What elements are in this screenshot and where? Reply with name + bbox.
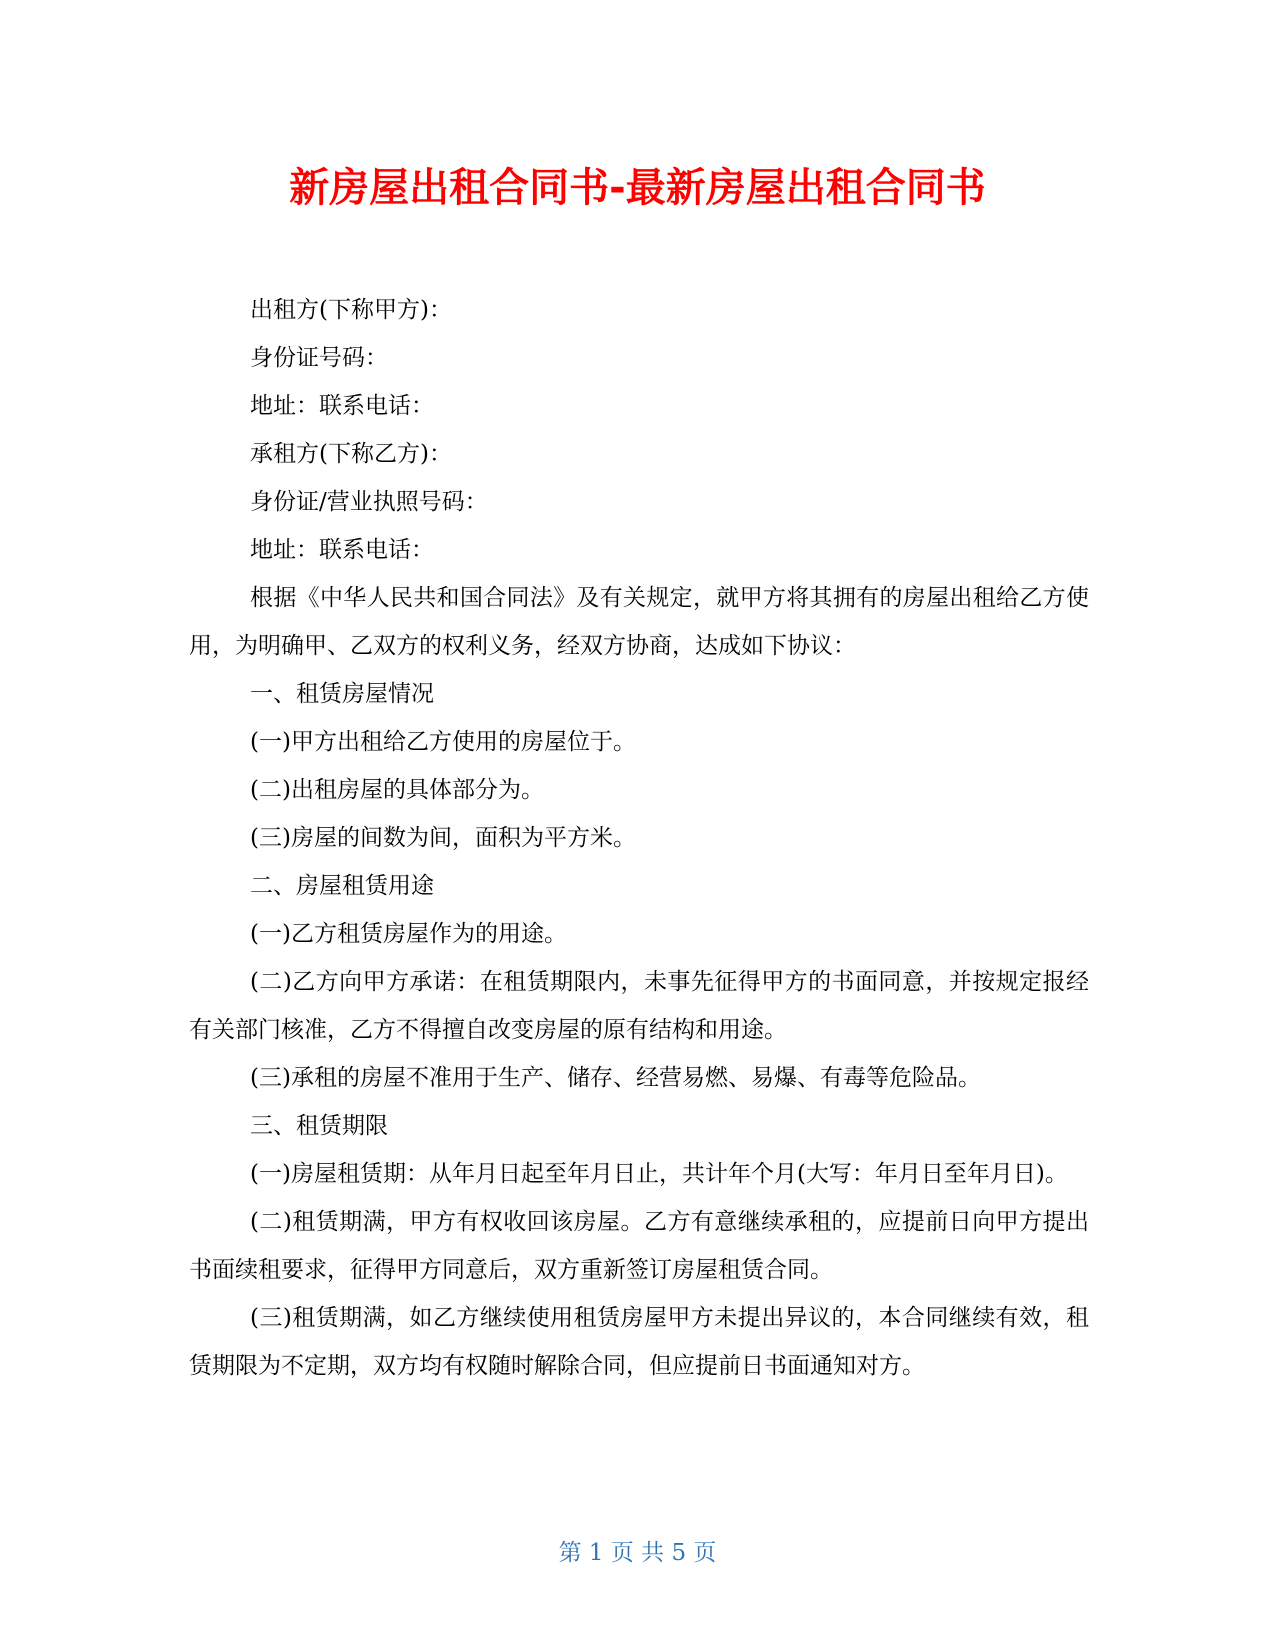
section-heading: 二、房屋租赁用途 — [250, 873, 434, 899]
paragraph: (一)房屋租赁期：从年月日起至年月日止，共计年个月(大写：年月日至年月日)。 — [250, 1161, 1068, 1187]
paragraph: 地址：联系电话： — [250, 537, 434, 563]
paragraph: (三)房屋的间数为间，面积为平方米。 — [250, 825, 636, 851]
paragraph: 地址：联系电话： — [250, 393, 434, 419]
paragraph: (三)租赁期满，如乙方继续使用租赁房屋甲方未提出异议的，本合同继续有效，租赁期限为不定期，双方均有权随时解除合同，但应提前日书面通知对方。 — [189, 1305, 1089, 1379]
paragraph: (二)租赁期满，甲方有权收回该房屋。乙方有意继续承租的，应提前日向甲方提出书面续租要求，征得甲方同意后，双方重新签订房屋租赁合同。 — [189, 1209, 1089, 1283]
paragraph: 承租方(下称乙方)： — [250, 441, 452, 467]
document-body — [189, 286, 1089, 1390]
paragraph: (三)承租的房屋不准用于生产、储存、经营易燃、易爆、有毒等危险品。 — [250, 1065, 981, 1091]
paragraph: 身份证/营业执照号码： — [250, 489, 488, 515]
paragraph: 根据《中华人民共和国合同法》及有关规定，就甲方将其拥有的房屋出租给乙方使用，为明确甲、乙双方的权利义务，经双方协商，达成如下协议： — [189, 585, 1089, 659]
page-number-footer: 第 1 页 共 5 页 — [558, 1540, 717, 1566]
document-title: 新房屋出租合同书-最新房屋出租合同书 — [289, 165, 986, 211]
paragraph: 身份证号码： — [250, 345, 388, 371]
paragraph: (一)乙方租赁房屋作为的用途。 — [250, 921, 567, 947]
section-heading: 一、租赁房屋情况 — [250, 681, 434, 707]
section-heading: 三、租赁期限 — [250, 1113, 388, 1139]
paragraph: 出租方(下称甲方)： — [250, 297, 452, 323]
paragraph: (二)出租房屋的具体部分为。 — [250, 777, 544, 803]
paragraph: (一)甲方出租给乙方使用的房屋位于。 — [250, 729, 636, 755]
paragraph: (二)乙方向甲方承诺：在租赁期限内，未事先征得甲方的书面同意，并按规定报经有关部门核准，乙方不得擅自改变房屋的原有结构和用途。 — [189, 969, 1089, 1043]
